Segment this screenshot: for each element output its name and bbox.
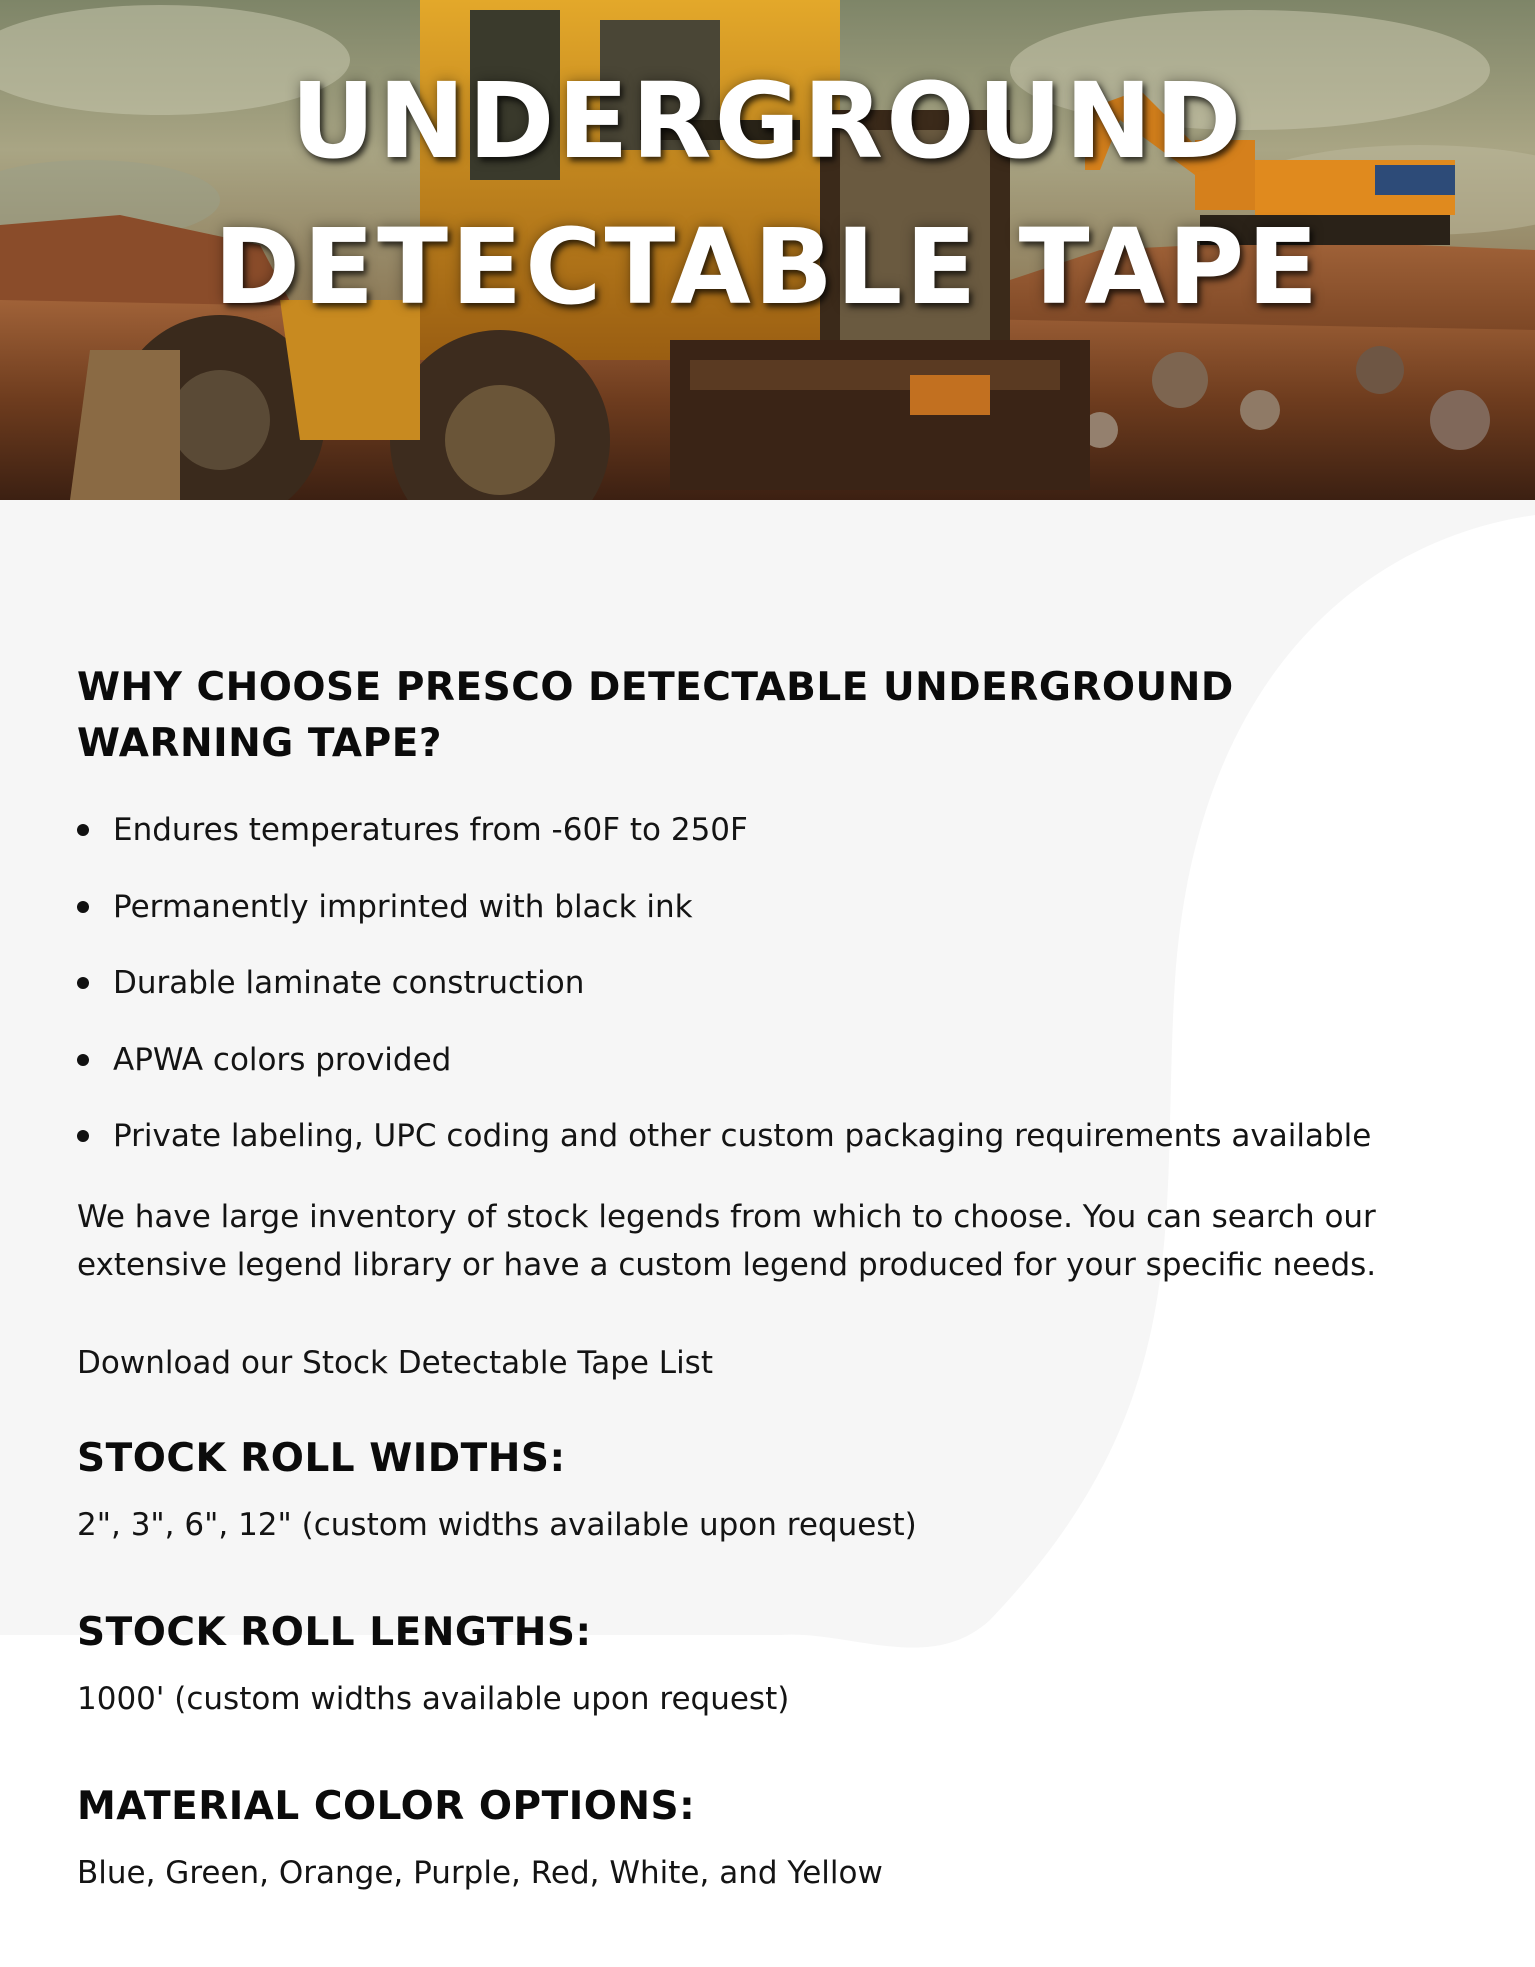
stock-roll-lengths-heading: STOCK ROLL LENGTHS: (77, 1609, 592, 1655)
list-item: Durable laminate construction (77, 963, 1417, 1003)
stock-roll-lengths-value: 1000' (custom widths available upon request) (77, 1680, 790, 1717)
stock-roll-widths-value: 2", 3", 6", 12" (custom widths available upon request) (77, 1506, 917, 1543)
hero-title-line-2: DETECTABLE TAPE (213, 206, 1322, 328)
features-list (77, 810, 1417, 1156)
hero-title (0, 48, 1535, 340)
stock-roll-widths-heading: STOCK ROLL WIDTHS: (77, 1435, 566, 1481)
hero-banner (0, 0, 1535, 500)
main-content (77, 660, 1417, 1897)
download-stock-list-link[interactable]: Download our Stock Detectable Tape List (77, 1344, 713, 1381)
material-color-options-value: Blue, Green, Orange, Purple, Red, White, and Yellow (77, 1854, 883, 1891)
inventory-paragraph: We have large inventory of stock legends from which to choose. You can search our extensive legend library or have a custom legend produced for your specific needs. (77, 1198, 1377, 1283)
hero-title-line-1: UNDERGROUND (290, 60, 1245, 182)
list-item: Private labeling, UPC coding and other custom packaging requirements available (77, 1116, 1417, 1156)
list-item: Endures temperatures from -60F to 250F (77, 810, 1417, 850)
list-item: Permanently imprinted with black ink (77, 887, 1417, 927)
why-choose-heading: WHY CHOOSE PRESCO DETECTABLE UNDERGROUND WARNING TAPE? (77, 665, 1234, 766)
list-item: APWA colors provided (77, 1040, 1417, 1080)
material-color-options-heading: MATERIAL COLOR OPTIONS: (77, 1783, 696, 1829)
